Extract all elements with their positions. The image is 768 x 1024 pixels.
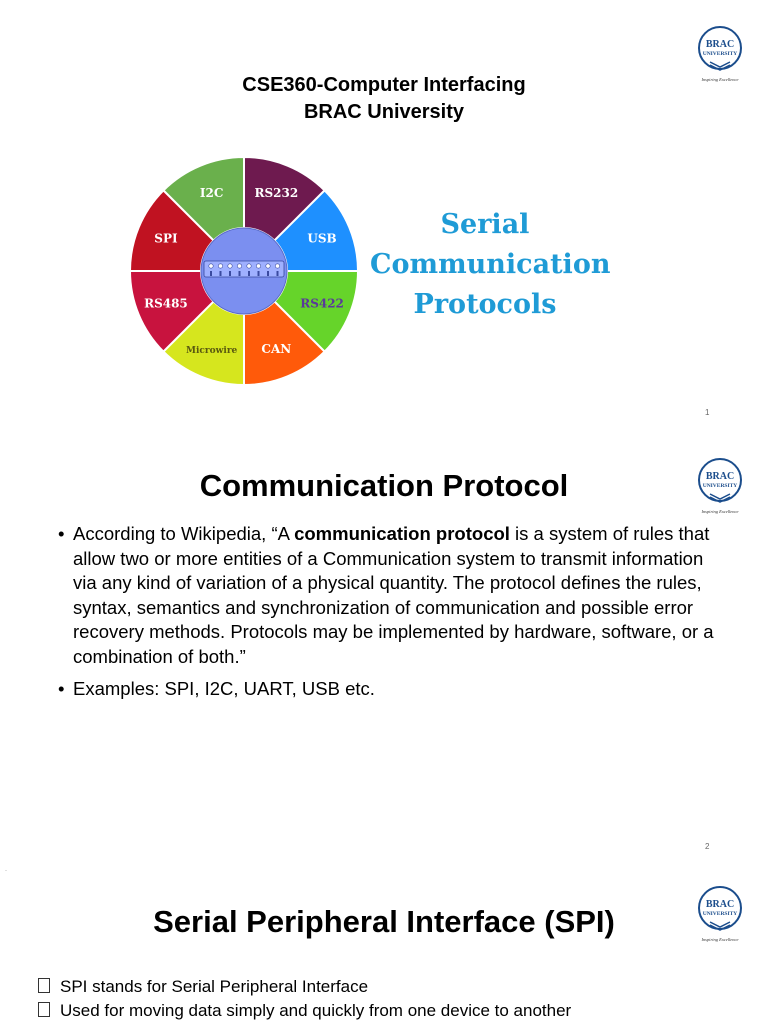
chip-icon (204, 261, 284, 277)
serial-protocols-heading (370, 205, 611, 325)
heading-line2: Communication (370, 249, 611, 280)
logo-line1: BRAC (705, 39, 735, 50)
slide-title: Serial Peripheral Interface (SPI) (153, 904, 615, 939)
logo-line2: UNIVERSITY (702, 51, 738, 57)
svg-text:UNIVERSITY: UNIVERSITY (702, 911, 738, 917)
protocol-wheel (128, 155, 360, 387)
bullet-list (58, 522, 718, 710)
wheel-label-can: CAN (261, 342, 292, 357)
slide-3: · BRAC UNIVERSITY Inspiring Excellence Serial Peripheral Interface (SPI) SPI stands for Serial Peripheral Interface Used for moving data simply and quickly from one device to another (0, 860, 768, 1024)
wheel-label-microwire: Microwire (186, 346, 238, 357)
wheel-label-rs232: RS232 (254, 185, 299, 200)
wheel-label-rs422: RS422 (300, 296, 344, 311)
course-title-line1: CSE360-Computer Interfacing (242, 74, 526, 96)
slide-2 (0, 430, 768, 860)
wheel-label-usb: USB (307, 231, 337, 246)
term-bold: communication protocol (294, 523, 510, 544)
logo-tagline: Inspiring Excellence (701, 77, 739, 82)
wheel-label-i2c: I2C (199, 185, 224, 200)
bullet-line: SPI stands for Serial Peripheral Interface (38, 975, 571, 999)
slide-title: Communication Protocol (199, 468, 569, 503)
wheel-label-spi: SPI (154, 231, 178, 246)
missing-glyph-icon (38, 978, 50, 993)
heading-line1: Serial (440, 209, 530, 240)
svg-text:Inspiring Excellence: Inspiring Excellence (701, 937, 739, 942)
missing-glyph-icon (38, 1002, 50, 1017)
bullet-line: Used for moving data simply and quickly from one device to another (38, 999, 571, 1023)
svg-text:BRAC: BRAC (705, 471, 735, 482)
svg-text:UNIVERSITY: UNIVERSITY (702, 483, 738, 489)
slide-number: 2 (705, 842, 710, 851)
wheel-label-rs485: RS485 (144, 296, 188, 311)
course-title (0, 72, 768, 126)
heading-line3: Protocols (413, 289, 557, 320)
bullet-definition: • According to Wikipedia, “A communication protocol is a system of rules that allow two or more entities of a Communication system to transmit information via any kind of variation of a physical quantity. The protocol defines the rules, syntax, semantics and synchronization of communication and possible error recovery methods. Protocols may be implemented by hardware, software, or a combination of both.” (58, 522, 718, 669)
course-title-line2: BRAC University (303, 101, 465, 123)
svg-text:BRAC: BRAC (705, 899, 735, 910)
slide-number: 1 (705, 408, 710, 417)
bullet-examples: • Examples: SPI, I2C, UART, USB etc. (58, 677, 718, 702)
slide-1 (0, 0, 768, 430)
bullet-list (38, 975, 571, 1023)
svg-text:Inspiring Excellence: Inspiring Excellence (701, 509, 739, 514)
